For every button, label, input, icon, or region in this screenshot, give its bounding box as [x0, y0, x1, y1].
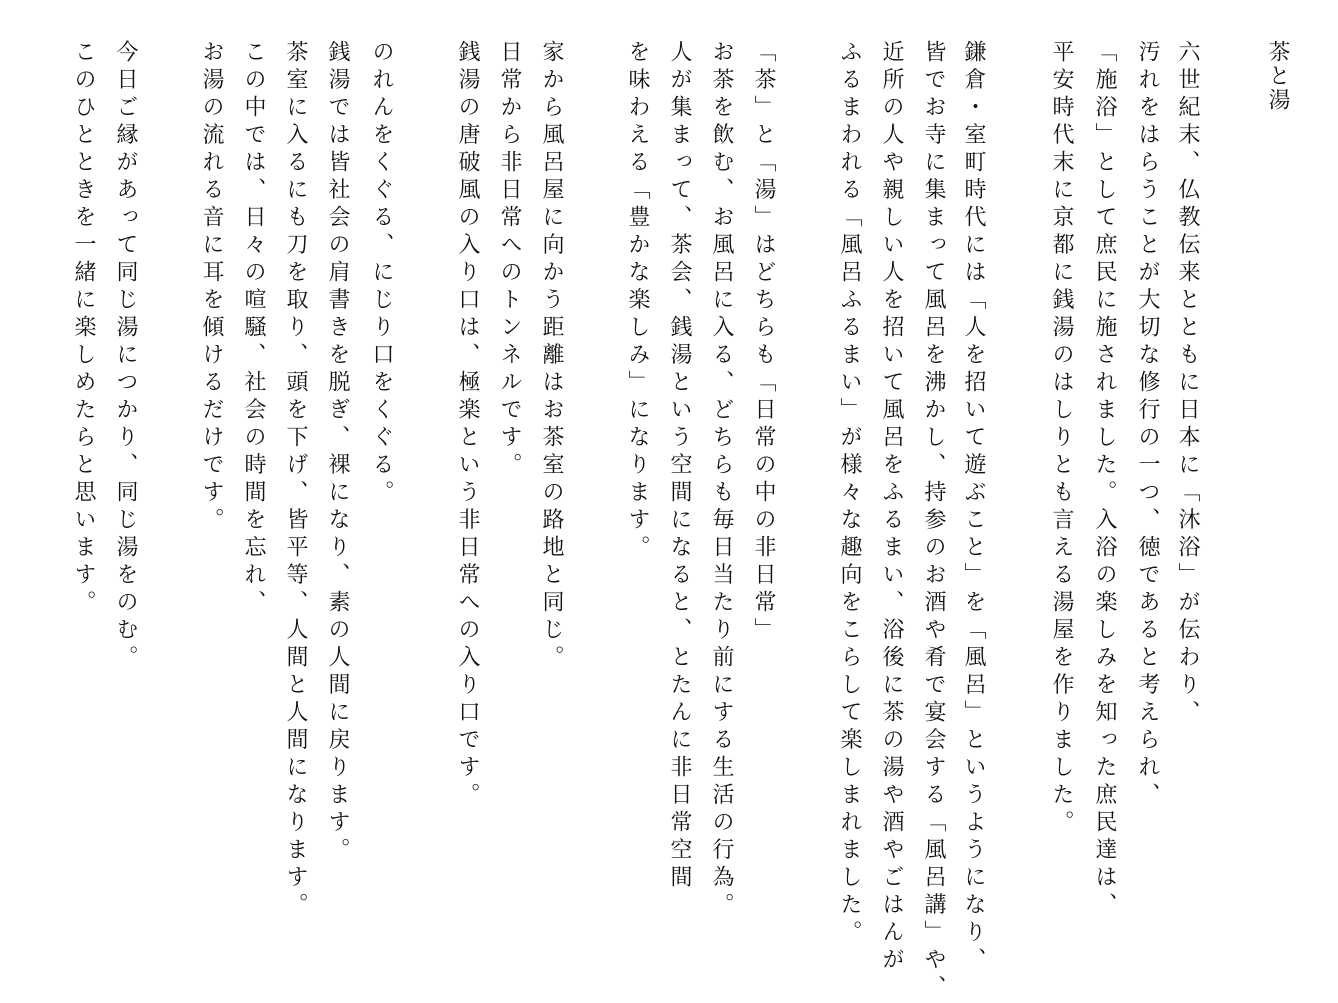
text-line-12: を味わえる「豊かな楽しみ」になります。	[625, 40, 650, 563]
text-line-2: 汚れをはらうことが大切な修行の一つ、徳であると考えられ、	[1135, 40, 1160, 810]
text-line-13: 家から風呂屋に向かう距離はお茶室の路地と同じ。	[539, 40, 564, 673]
text-line-22: このひとときを一緒に楽しめたらと思います。	[71, 40, 96, 618]
text-line-4: 平安時代末に京都に銭湯のはしりとも言える湯屋を作りました。	[1049, 40, 1074, 838]
text-line-1: 六世紀末、仏教伝来とともに日本に「沐浴」が伝わり、	[1175, 40, 1200, 728]
text-line-18: 茶室に入るにも刀を取り、頭を下げ、皆平等、人間と人間になります。	[283, 40, 308, 920]
text-line-21: 今日ご縁があって同じ湯につかり、同じ湯をのむ。	[113, 40, 138, 673]
text-line-16: のれんをくぐる、にじり口をくぐる。	[369, 40, 394, 508]
text-line-20: お湯の流れる音に耳を傾けるだけです。	[199, 40, 224, 535]
text-line-9: 「茶」と「湯」はどちらも「日常の中の非日常」	[751, 40, 776, 645]
page-title: 茶と湯	[1265, 40, 1290, 112]
text-line-8: ふるまわれる「風呂ふるまい」が様々な趣向をこらして楽しまれました。	[837, 40, 862, 948]
text-line-15: 銭湯の唐破風の入り口は、極楽という非日常への入り口です。	[455, 40, 480, 810]
text-line-14: 日常から非日常へのトンネルです。	[497, 40, 522, 480]
text-line-7: 近所の人や親しい人を招いて風呂をふるまい、浴後に茶の湯や酒やごはんが	[879, 40, 904, 975]
text-line-10: お茶を飲む、お風呂に入る、どちらも毎日当たり前にする生活の行為。	[709, 40, 734, 920]
text-line-6: 皆でお寺に集まって風呂を沸かし、持参のお酒や肴で宴会する「風呂講」や、	[921, 40, 946, 1003]
text-line-17: 銭湯では皆社会の肩書きを脱ぎ、裸になり、素の人間に戻ります。	[325, 40, 350, 865]
text-line-19: この中では、日々の喧騒、社会の時間を忘れ、	[241, 40, 266, 618]
text-line-5: 鎌倉・室町時代には「人を招いて遊ぶこと」を「風呂」というようになり、	[961, 40, 986, 975]
text-line-11: 人が集まって、茶会、銭湯という空間になると、とたんに非日常空間	[667, 40, 692, 893]
text-line-3: 「施浴」として庶民に施されました。入浴の楽しみを知った庶民達は、	[1092, 40, 1117, 920]
